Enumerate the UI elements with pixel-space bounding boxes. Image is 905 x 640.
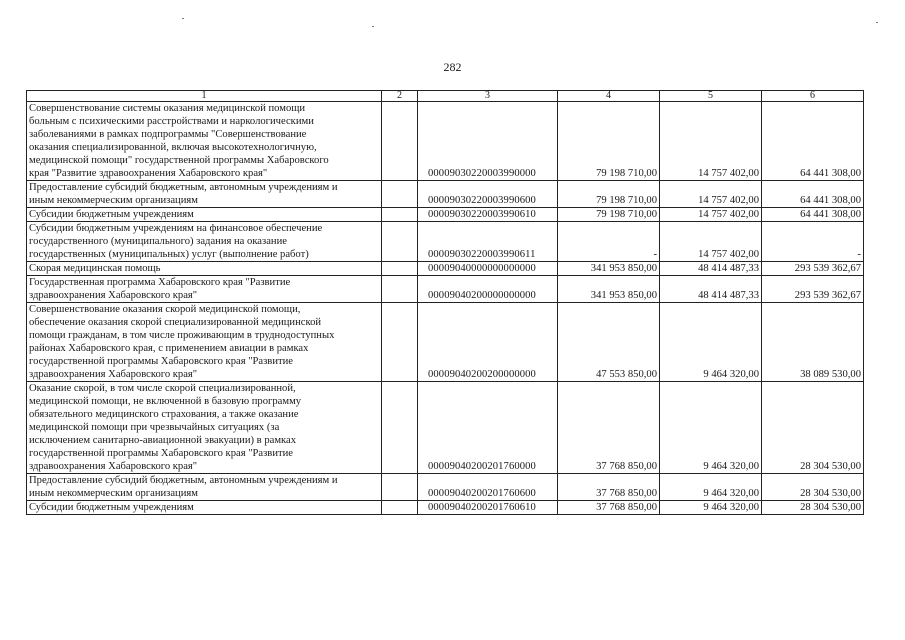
empty-column-cell	[382, 276, 418, 303]
table-row	[27, 501, 864, 515]
classification-code-cell: 00009040200201760000	[418, 382, 558, 474]
description-line: районах Хабаровского края, с применением авиации в рамках	[29, 343, 309, 354]
amount-cell-col4: 37 768 850,00	[558, 501, 660, 515]
description-line: государственного (муниципального) задания на оказание	[29, 236, 287, 247]
table-row	[27, 262, 864, 276]
description-line: иным некоммерческим организациям	[29, 488, 198, 499]
budget-table	[26, 90, 864, 515]
amount-cell-col6: 64 441 308,00	[762, 208, 864, 222]
description-line: Совершенствование оказания скорой медицинской помощи,	[29, 304, 301, 315]
empty-column-cell	[382, 501, 418, 515]
classification-code-cell: 00009040000000000000	[418, 262, 558, 276]
description-line: больным с психическими расстройствами и наркологическими	[29, 116, 314, 127]
column-header: 1	[27, 91, 382, 102]
classification-code-cell: 00009030220003990600	[418, 181, 558, 208]
amount-cell-col5: 9 464 320,00	[660, 474, 762, 501]
table-header-row	[27, 91, 864, 102]
amount-cell-col5: 9 464 320,00	[660, 303, 762, 382]
amount-cell-col5: 14 757 402,00	[660, 181, 762, 208]
description-line: Государственная программа Хабаровского края "Развитие	[29, 277, 291, 288]
page-number: 282	[443, 60, 462, 74]
row-description	[27, 102, 382, 181]
amount-cell-col6: 293 539 362,67	[762, 276, 864, 303]
table-row	[27, 474, 864, 501]
amount-cell-col4: 79 198 710,00	[558, 181, 660, 208]
amount-cell-col6: 64 441 308,00	[762, 102, 864, 181]
row-description	[27, 474, 382, 501]
description-line: помощи гражданам, в том числе проживающим в труднодоступных	[29, 330, 335, 341]
amount-cell-col4: -	[558, 222, 660, 262]
amount-cell-col4: 79 198 710,00	[558, 102, 660, 181]
classification-code-cell: 00009040200000000000	[418, 276, 558, 303]
description-line: края "Развитие здравоохранения Хабаровского края"	[29, 168, 268, 179]
description-line: оказания специализированной, включая высокотехнологичную,	[29, 142, 317, 153]
classification-code-cell: 00009030220003990610	[418, 208, 558, 222]
table-row	[27, 208, 864, 222]
amount-cell-col4: 341 953 850,00	[558, 262, 660, 276]
empty-column-cell	[382, 303, 418, 382]
description-line: Предоставление субсидий бюджетным, автономным учреждениям и	[29, 475, 338, 486]
amount-cell-col6: 28 304 530,00	[762, 501, 864, 515]
empty-column-cell	[382, 382, 418, 474]
column-header: 5	[660, 91, 762, 102]
empty-column-cell	[382, 222, 418, 262]
description-line: государственной программы Хабаровского края "Развитие	[29, 356, 293, 367]
classification-code-cell: 00009030220003990611	[418, 222, 558, 262]
amount-cell-col4: 79 198 710,00	[558, 208, 660, 222]
row-description	[27, 382, 382, 474]
amount-cell-col5: 48 414 487,33	[660, 262, 762, 276]
description-line: Совершенствование системы оказания медицинской помощи	[29, 103, 306, 114]
description-line: заболеваниями в рамках подпрограммы "Совершенствование	[29, 129, 307, 140]
description-line: Предоставление субсидий бюджетным, автономным учреждениям и	[29, 182, 338, 193]
description-line: иным некоммерческим организациям	[29, 195, 198, 206]
amount-cell-col4: 341 953 850,00	[558, 276, 660, 303]
description-line: здравоохранения Хабаровского края"	[29, 369, 198, 380]
amount-cell-col5: 48 414 487,33	[660, 276, 762, 303]
description-line: Скорая медицинская помощь	[29, 263, 161, 274]
empty-column-cell	[382, 208, 418, 222]
description-line: Субсидии бюджетным учреждениям	[29, 209, 194, 220]
classification-code-cell: 00009040200200000000	[418, 303, 558, 382]
description-line: медицинской помощи при чрезвычайных ситуациях (за	[29, 422, 280, 433]
table-row	[27, 276, 864, 303]
empty-column-cell	[382, 102, 418, 181]
row-description	[27, 501, 382, 515]
row-description	[27, 276, 382, 303]
description-line: Оказание скорой, в том числе скорой специализированной,	[29, 383, 296, 394]
empty-column-cell	[382, 181, 418, 208]
row-description	[27, 262, 382, 276]
scan-speck	[182, 18, 184, 19]
description-line: государственных (муниципальных) услуг (выполнение работ)	[29, 249, 309, 260]
amount-cell-col4: 47 553 850,00	[558, 303, 660, 382]
row-description	[27, 181, 382, 208]
classification-code-cell: 00009040200201760600	[418, 474, 558, 501]
description-line: государственной программы Хабаровского края "Развитие	[29, 448, 293, 459]
description-line: исключением санитарно-авиационной эвакуации) в рамках	[29, 435, 297, 446]
description-line: здравоохранения Хабаровского края"	[29, 461, 198, 472]
description-line: Субсидии бюджетным учреждениям	[29, 502, 194, 513]
description-line: медицинской помощи" государственной программы Хабаровского	[29, 155, 329, 166]
description-line: обязательного медицинского страхования, а также оказание	[29, 409, 299, 420]
row-description	[27, 303, 382, 382]
table-row	[27, 222, 864, 262]
row-description	[27, 208, 382, 222]
empty-column-cell	[382, 474, 418, 501]
amount-cell-col6: 64 441 308,00	[762, 181, 864, 208]
description-line: здравоохранения Хабаровского края"	[29, 290, 198, 301]
row-description	[27, 222, 382, 262]
classification-code-cell: 00009040200201760610	[418, 501, 558, 515]
amount-cell-col6: 38 089 530,00	[762, 303, 864, 382]
description-line: Субсидии бюджетным учреждениям на финансовое обеспечение	[29, 223, 323, 234]
table-row	[27, 303, 864, 382]
column-header: 4	[558, 91, 660, 102]
classification-code-cell: 00009030220003990000	[418, 102, 558, 181]
scan-speck	[876, 22, 878, 23]
amount-cell-col4: 37 768 850,00	[558, 382, 660, 474]
table-row	[27, 102, 864, 181]
column-header: 2	[382, 91, 418, 102]
amount-cell-col5: 9 464 320,00	[660, 382, 762, 474]
description-line: обеспечение оказания скорой специализированной медицинской	[29, 317, 322, 328]
table-row	[27, 181, 864, 208]
amount-cell-col5: 9 464 320,00	[660, 501, 762, 515]
amount-cell-col6: 28 304 530,00	[762, 474, 864, 501]
amount-cell-col6: 28 304 530,00	[762, 382, 864, 474]
amount-cell-col6: 293 539 362,67	[762, 262, 864, 276]
scan-speck	[372, 26, 374, 27]
amount-cell-col4: 37 768 850,00	[558, 474, 660, 501]
amount-cell-col5: 14 757 402,00	[660, 208, 762, 222]
amount-cell-col5: 14 757 402,00	[660, 102, 762, 181]
amount-cell-col5: 14 757 402,00	[660, 222, 762, 262]
description-line: медицинской помощи, не включенной в базовую программу	[29, 396, 302, 407]
empty-column-cell	[382, 262, 418, 276]
column-header: 3	[418, 91, 558, 102]
amount-cell-col6: -	[762, 222, 864, 262]
table-row	[27, 382, 864, 474]
column-header: 6	[762, 91, 864, 102]
